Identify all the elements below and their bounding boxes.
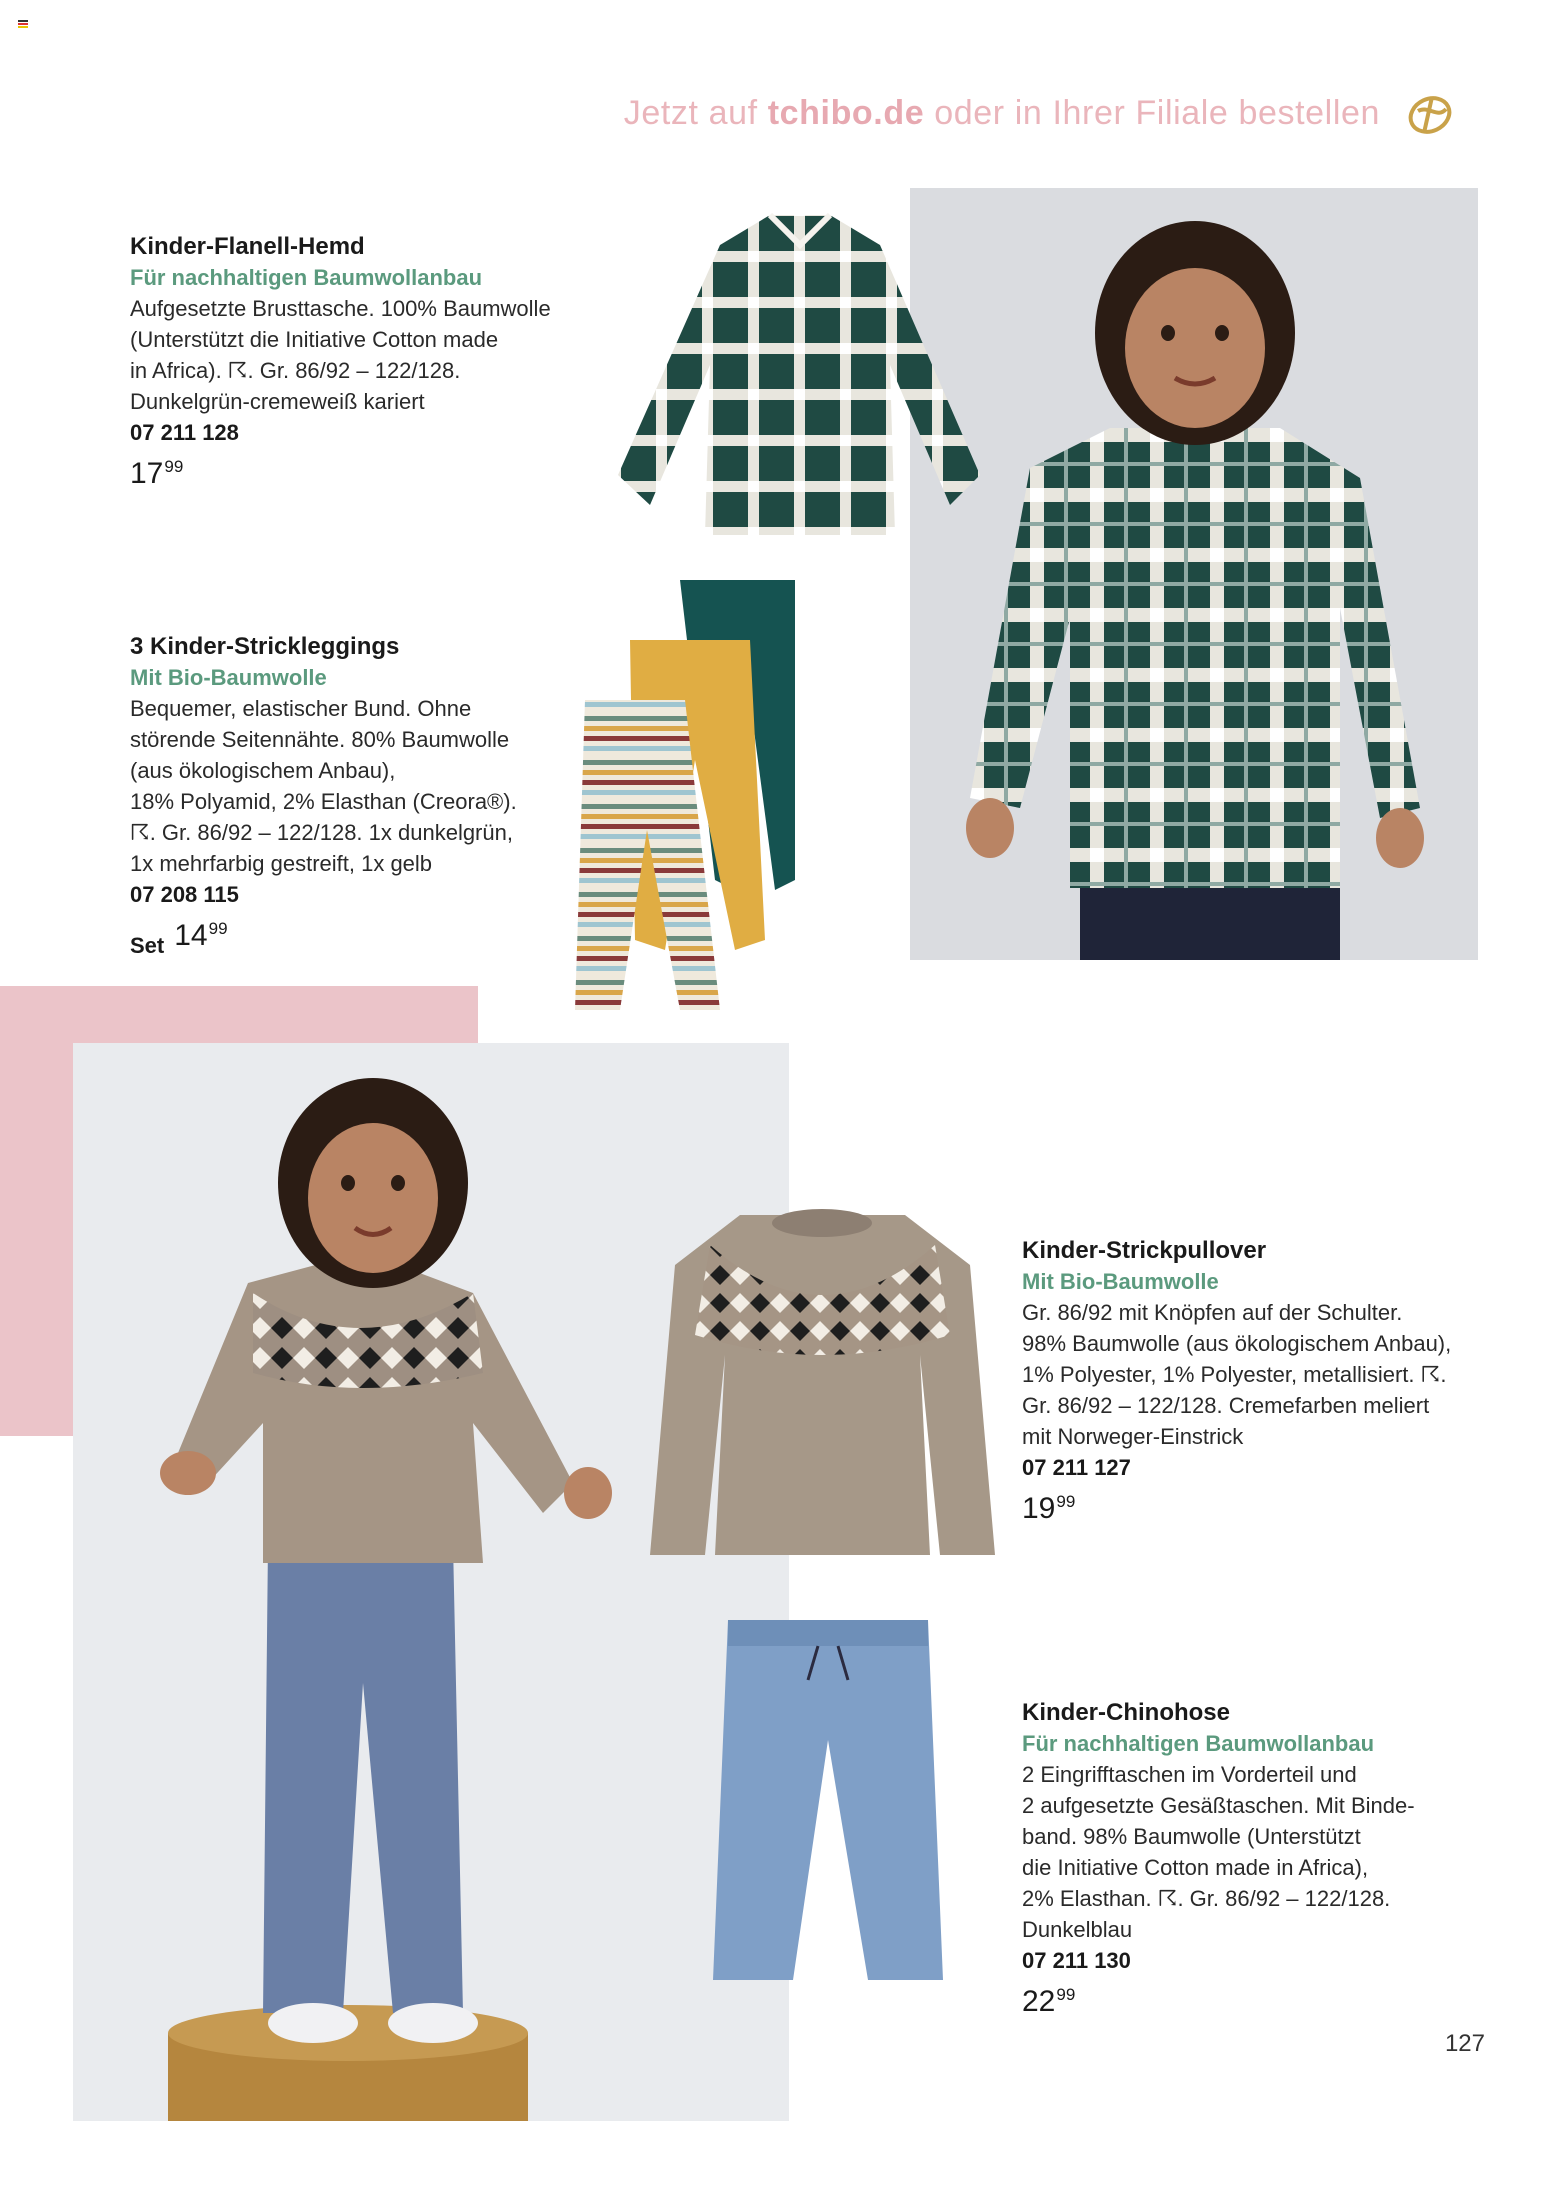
tchibo-bean-logo-icon	[1402, 85, 1458, 141]
product-subtitle: Mit Bio-Baumwolle	[130, 665, 327, 690]
product-name: 3 Kinder-Strickleggings	[130, 633, 400, 660]
product-name: Kinder-Strickpullover	[1022, 1237, 1267, 1264]
price-euros: 19	[1022, 1492, 1056, 1525]
product-price	[130, 920, 600, 961]
product-subtitle: Für nachhaltigen Baumwollanbau	[130, 265, 483, 290]
article-number: 07 211 128	[130, 420, 239, 445]
price-set-label: Set	[130, 933, 165, 958]
product-price	[130, 458, 600, 489]
price-cents: 99	[164, 457, 184, 476]
product-description: Aufgesetzte Brusttasche. 100% Baumwolle (Unterstützt die Initiative Cotton made in Africa). ☈. Gr. 86/92 – 122/128. Dunkelgrün-cremeweiß kariert	[130, 296, 551, 414]
article-number: 07 208 115	[130, 882, 239, 907]
leggings-product-image	[575, 580, 805, 1020]
price-cents: 99	[208, 919, 228, 938]
article-number: 07 211 127	[1022, 1455, 1131, 1480]
header-prefix: Jetzt auf	[623, 93, 768, 132]
product-flannel-shirt	[130, 231, 600, 489]
product-description: 2 Eingrifftaschen im Vorderteil und 2 aufgesetzte Gesäßtaschen. Mit Binde- band. 98% Baumwolle (Unterstützt die Initiative Cotton made in Africa), 2% Elasthan. ☈. Gr. 86/92 – 122/128. Dunkelblau	[1022, 1762, 1415, 1942]
flannel-shirt-product-image	[610, 205, 990, 545]
header-suffix: oder in Ihrer Filiale bestellen	[924, 93, 1380, 132]
product-knit-leggings	[130, 631, 600, 961]
product-description: Bequemer, elastischer Bund. Ohne störende Seitennähte. 80% Baumwolle (aus ökologischem Anbau), 18% Polyamid, 2% Elasthan (Creora®). ☈. Gr. 86/92 – 122/128. 1x dunkelgrün, 1x mehrfarbig gestreift, 1x gelb	[130, 696, 517, 876]
price-euros: 22	[1022, 1985, 1056, 2018]
product-price	[1022, 1986, 1522, 2017]
product-name: Kinder-Chinohose	[1022, 1699, 1230, 1726]
boy-plaid-shirt-photo	[910, 188, 1478, 960]
price-cents: 99	[1056, 1492, 1076, 1511]
price-euros: 17	[130, 457, 164, 490]
page-number: 127	[1444, 2030, 1485, 2057]
product-subtitle: Für nachhaltigen Baumwollanbau	[1022, 1731, 1375, 1756]
product-chinos	[1022, 1697, 1522, 2017]
price-cents: 99	[1056, 1985, 1076, 2004]
chinos-product-image	[708, 1620, 948, 1985]
product-knit-sweater	[1022, 1235, 1522, 1524]
price-euros: 14	[174, 919, 208, 952]
article-number: 07 211 130	[1022, 1948, 1131, 1973]
header-site-link[interactable]: tchibo.de	[767, 93, 925, 132]
product-price	[1022, 1493, 1522, 1524]
header-cta	[624, 94, 1380, 133]
flag-marker-icon	[18, 20, 28, 28]
page-header	[624, 88, 1458, 138]
sweater-product-image	[650, 1205, 995, 1560]
product-subtitle: Mit Bio-Baumwolle	[1022, 1269, 1219, 1294]
product-description: Gr. 86/92 mit Knöpfen auf der Schulter. 98% Baumwolle (aus ökologischem Anbau), 1% Polyester, 1% Polyester, metallisiert. ☈. Gr. 86/92 – 122/128. Cremefarben meliert mit Norweger-Einstrick	[1022, 1300, 1452, 1449]
product-name: Kinder-Flanell-Hemd	[130, 233, 365, 260]
